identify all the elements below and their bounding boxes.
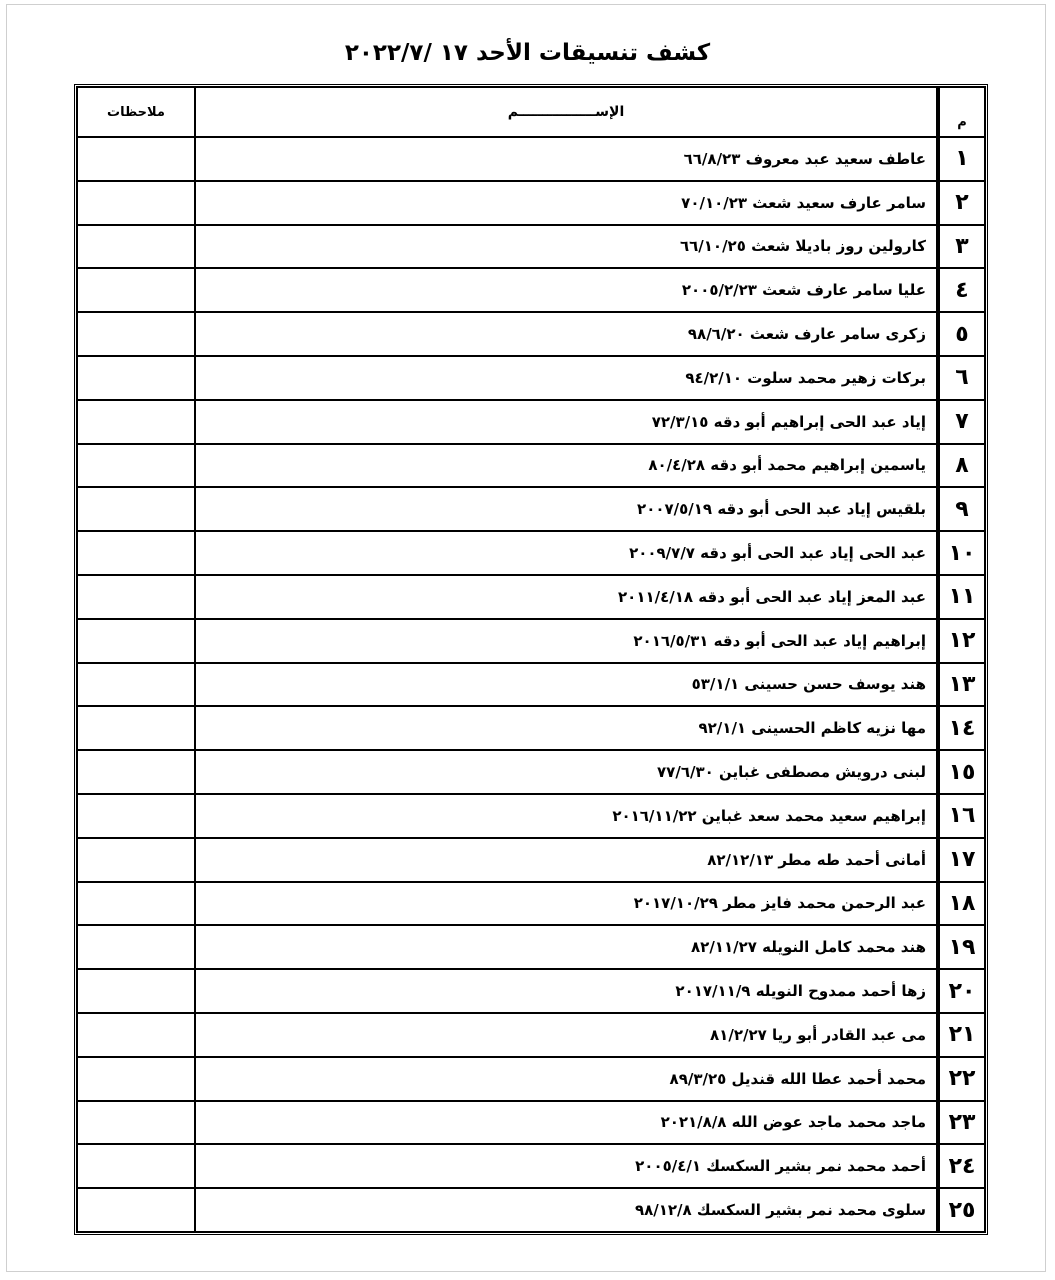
row-name: زها أحمد ممدوح النويله ٢٠١٧/١١/٩: [195, 969, 937, 1013]
row-notes: [77, 312, 195, 356]
row-name: عبد الرحمن محمد فايز مطر ٢٠١٧/١٠/٢٩: [195, 882, 937, 926]
row-name: لبنى درويش مصطفى غباين ٧٧/٦/٣٠: [195, 750, 937, 794]
row-notes: [77, 838, 195, 882]
row-name: عبد المعز إياد عبد الحى أبو دقه ٢٠١١/٤/١٨: [195, 575, 937, 619]
table-row: [77, 1188, 985, 1232]
row-number: ٢٢: [937, 1057, 985, 1101]
row-number: ٩: [937, 487, 985, 531]
row-notes: [77, 969, 195, 1013]
row-name: عبد الحى إياد عبد الحى أبو دقه ٢٠٠٩/٧/٧: [195, 531, 937, 575]
row-name: سامر عارف سعيد شعث ٧٠/١٠/٢٣: [195, 181, 937, 225]
table-header-row: [77, 87, 985, 137]
row-notes: [77, 181, 195, 225]
row-notes: [77, 268, 195, 312]
row-notes: [77, 356, 195, 400]
row-number: ٧: [937, 400, 985, 444]
table-row: [77, 444, 985, 488]
row-number: ١٩: [937, 925, 985, 969]
table-row: [77, 706, 985, 750]
row-name: عليا سامر عارف شعث ٢٠٠٥/٢/٢٣: [195, 268, 937, 312]
table-row: [77, 312, 985, 356]
row-name: ياسمين إبراهيم محمد أبو دقه ٨٠/٤/٢٨: [195, 444, 937, 488]
row-number: ١٤: [937, 706, 985, 750]
names-table-frame: [74, 84, 988, 1235]
row-number: ٤: [937, 268, 985, 312]
row-name: بركات زهير محمد سلوت ٩٤/٢/١٠: [195, 356, 937, 400]
row-notes: [77, 619, 195, 663]
table-row: [77, 838, 985, 882]
row-name: هند محمد كامل النويله ٨٢/١١/٢٧: [195, 925, 937, 969]
table-row: [77, 531, 985, 575]
row-number: ١٧: [937, 838, 985, 882]
table-row: [77, 181, 985, 225]
row-name: أمانى أحمد طه مطر ٨٢/١٢/١٣: [195, 838, 937, 882]
table-row: [77, 1013, 985, 1057]
row-notes: [77, 663, 195, 707]
row-name: هند يوسف حسن حسينى ٥٣/١/١: [195, 663, 937, 707]
table-row: [77, 400, 985, 444]
row-notes: [77, 444, 195, 488]
row-name: ماجد محمد ماجد عوض الله ٢٠٢١/٨/٨: [195, 1101, 937, 1145]
table-row: [77, 268, 985, 312]
row-number: ٢٠: [937, 969, 985, 1013]
table-row: [77, 750, 985, 794]
row-name: إبراهيم إياد عبد الحى أبو دقه ٢٠١٦/٥/٣١: [195, 619, 937, 663]
row-name: بلقيس إياد عبد الحى أبو دقه ٢٠٠٧/٥/١٩: [195, 487, 937, 531]
table-row: [77, 882, 985, 926]
row-notes: [77, 925, 195, 969]
row-notes: [77, 225, 195, 269]
row-notes: [77, 575, 195, 619]
row-name: إبراهيم سعيد محمد سعد غباين ٢٠١٦/١١/٢٢: [195, 794, 937, 838]
row-notes: [77, 400, 195, 444]
table-row: [77, 619, 985, 663]
header-notes: ملاحظات: [77, 87, 195, 137]
row-notes: [77, 882, 195, 926]
row-number: ٣: [937, 225, 985, 269]
page-title: كشف تنسيقات الأحد ١٧ /٢٠٢٢/٧: [344, 40, 711, 66]
row-notes: [77, 137, 195, 181]
row-number: ١٥: [937, 750, 985, 794]
names-table: [77, 87, 985, 1232]
table-row: [77, 1057, 985, 1101]
row-notes: [77, 706, 195, 750]
row-number: ١٣: [937, 663, 985, 707]
header-name: الإســــــــــــــــم: [195, 87, 937, 137]
table-row: [77, 663, 985, 707]
row-number: ٢٣: [937, 1101, 985, 1145]
row-name: زكرى سامر عارف شعث ٩٨/٦/٢٠: [195, 312, 937, 356]
table-row: [77, 925, 985, 969]
row-number: ٢٤: [937, 1144, 985, 1188]
row-number: ٥: [937, 312, 985, 356]
row-name: أحمد محمد نمر بشير السكسك ٢٠٠٥/٤/١: [195, 1144, 937, 1188]
table-row: [77, 969, 985, 1013]
row-number: ١: [937, 137, 985, 181]
table-row: [77, 356, 985, 400]
row-number: ١٨: [937, 882, 985, 926]
row-number: ١٠: [937, 531, 985, 575]
row-notes: [77, 750, 195, 794]
row-name: إياد عبد الحى إبراهيم أبو دقه ٧٢/٣/١٥: [195, 400, 937, 444]
table-body: [77, 137, 985, 1232]
row-number: ٢٥: [937, 1188, 985, 1232]
row-number: ٢١: [937, 1013, 985, 1057]
row-name: مها نزيه كاظم الحسينى ٩٢/١/١: [195, 706, 937, 750]
row-notes: [77, 1101, 195, 1145]
row-notes: [77, 1188, 195, 1232]
row-number: ١٢: [937, 619, 985, 663]
row-number: ٢: [937, 181, 985, 225]
row-notes: [77, 1057, 195, 1101]
table-row: [77, 137, 985, 181]
table-row: [77, 225, 985, 269]
row-notes: [77, 1013, 195, 1057]
row-notes: [77, 487, 195, 531]
row-number: ١١: [937, 575, 985, 619]
table-row: [77, 487, 985, 531]
row-name: مى عبد القادر أبو ريا ٨١/٢/٢٧: [195, 1013, 937, 1057]
row-number: ٨: [937, 444, 985, 488]
header-number: م: [937, 87, 985, 137]
row-notes: [77, 531, 195, 575]
row-number: ٦: [937, 356, 985, 400]
table-row: [77, 1101, 985, 1145]
row-number: ١٦: [937, 794, 985, 838]
table-row: [77, 1144, 985, 1188]
row-name: سلوى محمد نمر بشير السكسك ٩٨/١٢/٨: [195, 1188, 937, 1232]
table-row: [77, 794, 985, 838]
table-row: [77, 575, 985, 619]
row-name: كارولين روز باديلا شعث ٦٦/١٠/٢٥: [195, 225, 937, 269]
row-notes: [77, 1144, 195, 1188]
row-name: محمد أحمد عطا الله قنديل ٨٩/٣/٢٥: [195, 1057, 937, 1101]
row-name: عاطف سعيد عبد معروف ٦٦/٨/٢٣: [195, 137, 937, 181]
row-notes: [77, 794, 195, 838]
